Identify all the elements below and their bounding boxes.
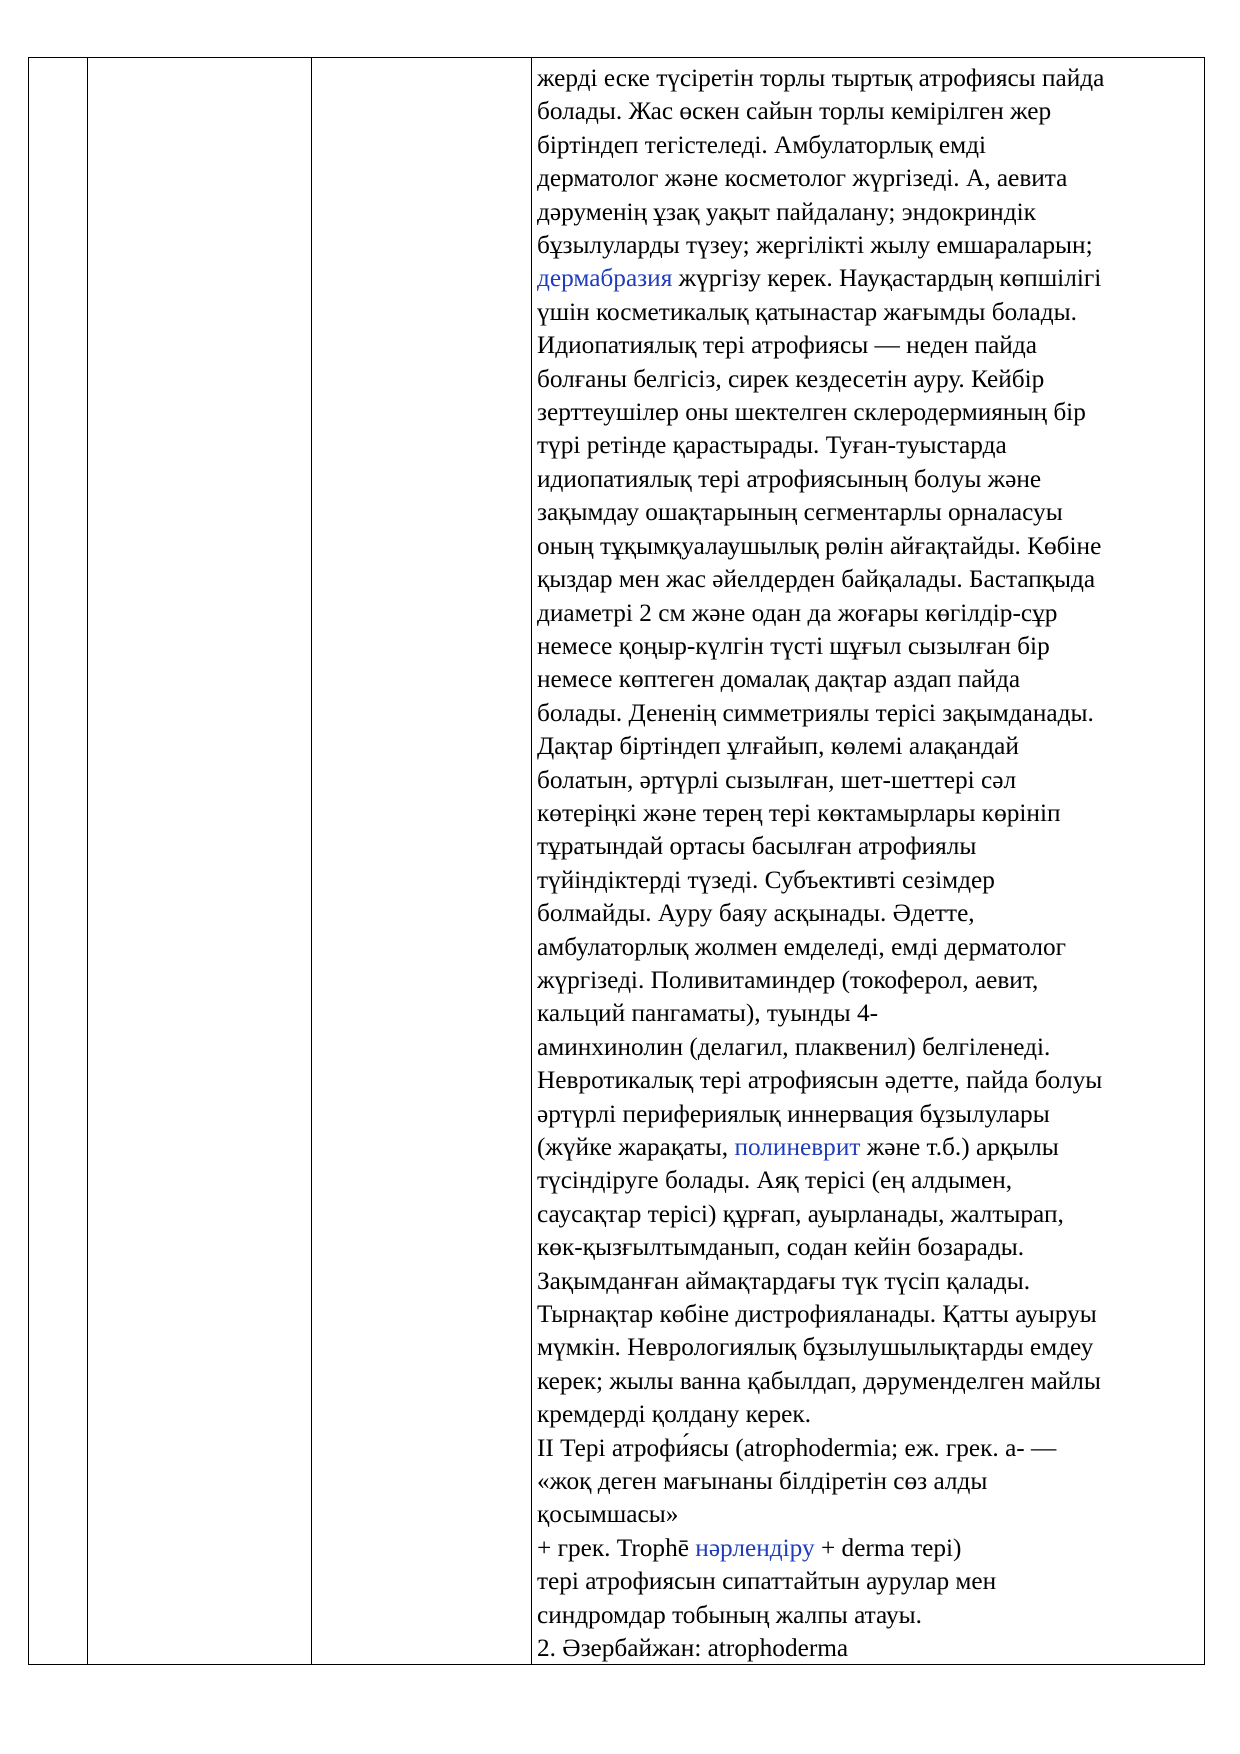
- text-segment: 2. Әзербайжан: atrophoderma: [537, 1634, 849, 1663]
- text-segment: жерді еске түсіретін торлы тыртық атрофиясы пайда: [537, 64, 1105, 92]
- text-segment: (жүйке жарақаты,: [537, 1133, 735, 1161]
- text-line: [537, 1031, 1196, 1064]
- text-line: [537, 1098, 1196, 1131]
- text-segment: жүргізу керек. Науқастардың көпшілігі: [672, 264, 1102, 293]
- text-segment: идиопатиялық тері атрофиясының болуы және: [537, 464, 1042, 493]
- text-segment: болады. Дененің симметриялы терісі зақымданады.: [537, 698, 1094, 727]
- text-line: [537, 95, 1196, 128]
- text-line: [537, 663, 1196, 696]
- text-segment: аминхинолин (делагил, плаквенил) белгіленеді.: [537, 1032, 1051, 1061]
- column-divider-1: [87, 58, 88, 1664]
- text-line: [537, 830, 1196, 863]
- text-segment: кремдерді қолдану керек.: [537, 1400, 812, 1429]
- text-segment: + грек. Trophē: [537, 1533, 696, 1562]
- text-line: [537, 563, 1196, 596]
- text-line: [537, 296, 1196, 329]
- text-line: [537, 129, 1196, 162]
- column-divider-2: [311, 58, 312, 1664]
- text-segment: болғаны белгісіз, сирек кездесетін ауру. Кейбір: [537, 364, 1045, 393]
- text-line: [537, 496, 1196, 529]
- text-line: [537, 997, 1196, 1030]
- text-segment: II Тері атрофи́ясы (atrophodermia; еж. грек. а- —: [537, 1433, 1057, 1462]
- text-line: [537, 764, 1196, 797]
- text-segment: бұзылуларды түзеу; жергілікті жылу емшараларын;: [537, 231, 1093, 260]
- text-line: [537, 1265, 1196, 1298]
- text-line: [537, 1465, 1196, 1498]
- text-segment: зақымдау ошақтарының сегментарлы орналасуы: [537, 498, 1063, 527]
- text-line: [537, 1198, 1196, 1231]
- text-line: [537, 697, 1196, 730]
- text-line: [537, 463, 1196, 496]
- text-segment: немесе қоңыр-күлгін түсті шұғыл сызылған бір: [537, 631, 1050, 660]
- text-segment: біртіндеп тегістеледі. Амбулаторлық емді: [537, 130, 987, 159]
- text-segment: көк-қызғылтымданып, содан кейін бозарады.: [537, 1233, 1025, 1262]
- text-line: [537, 864, 1196, 897]
- text-line: [537, 1632, 1196, 1664]
- text-segment: әртүрлі перифериялық иннервация бұзылулары: [537, 1099, 1050, 1128]
- text-line: [537, 262, 1196, 295]
- text-segment: зерттеушілер оны шектелген склеродермияның бір: [537, 398, 1086, 427]
- text-line: [537, 897, 1196, 930]
- text-line: [537, 1498, 1196, 1531]
- text-segment: Идиопатиялық тері атрофиясы — неден пайда: [537, 331, 1037, 360]
- text-segment: керек; жылы ванна қабылдап, дәруменделген майлы: [537, 1366, 1101, 1395]
- text-segment: дәруменің ұзақ уақыт пайдалану; эндокриндік: [537, 197, 1036, 226]
- text-segment: кальций пангаматы), туынды 4-: [537, 999, 879, 1028]
- text-line: [537, 730, 1196, 763]
- term-link[interactable]: дермабразия: [537, 264, 673, 293]
- text-segment: амбулаторлық жолмен емделеді, емді дерматолог: [537, 932, 1066, 961]
- text-line: [537, 1599, 1196, 1632]
- text-line: [537, 62, 1196, 95]
- document-table: [28, 57, 1205, 1665]
- text-line: [537, 1565, 1196, 1598]
- text-segment: қыздар мен жас әйелдерден байқалады. Бастапқыда: [537, 565, 1096, 594]
- text-line: [537, 363, 1196, 396]
- text-line: [537, 931, 1196, 964]
- text-segment: түсіндіруге болады. Аяқ терісі (ең алдымен,: [537, 1166, 1013, 1195]
- text-cell: [537, 62, 1196, 1664]
- text-segment: дерматолог және косметолог жүргізеді. А, аевита: [537, 164, 1068, 193]
- text-line: [537, 396, 1196, 429]
- text-segment: үшін косметикалық қатынастар жағымды болады.: [537, 297, 1077, 326]
- text-segment: түрі ретінде қарастырады. Туған-туыстарда: [537, 431, 1007, 460]
- text-line: [537, 597, 1196, 630]
- column-divider-3: [531, 58, 532, 1664]
- text-segment: Дақтар біртіндеп ұлғайып, көлемі алақандай: [537, 732, 1019, 761]
- text-line: [537, 1365, 1196, 1398]
- text-line: [537, 1231, 1196, 1264]
- text-line: [537, 630, 1196, 663]
- text-segment: мүмкін. Неврологиялық бұзылушылықтарды емдеу: [537, 1333, 1094, 1362]
- text-segment: синдромдар тобының жалпы атауы.: [537, 1600, 922, 1629]
- text-line: [537, 229, 1196, 262]
- text-segment: немесе көптеген домалақ дақтар аздап пайда: [537, 665, 1021, 694]
- text-line: [537, 530, 1196, 563]
- text-segment: Тырнақтар көбіне дистрофияланады. Қатты ауыруы: [537, 1300, 1097, 1329]
- text-segment: саусақтар терісі) құрғап, ауырланады, жалтырап,: [537, 1199, 1064, 1228]
- text-segment: тері атрофиясын сипаттайтын аурулар мен: [537, 1567, 997, 1596]
- text-line: [537, 329, 1196, 362]
- term-link[interactable]: полиневрит: [734, 1133, 861, 1161]
- text-segment: болмайды. Ауру баяу асқынады. Әдетте,: [537, 899, 975, 928]
- text-line: [537, 1131, 1196, 1164]
- text-line: [537, 1331, 1196, 1364]
- text-segment: диаметрі 2 см және одан да жоғары көгілдір-сұр: [537, 598, 1058, 627]
- text-segment: болады. Жас өскен сайын торлы кемірілген жер: [537, 97, 1052, 126]
- text-segment: тұратындай ортасы басылған атрофиялы: [537, 832, 977, 861]
- text-segment: + derma тері): [814, 1533, 962, 1562]
- text-line: [537, 1398, 1196, 1431]
- text-segment: қосымшасы»: [537, 1500, 679, 1529]
- text-line: [537, 162, 1196, 195]
- text-line: [537, 797, 1196, 830]
- text-line: [537, 196, 1196, 229]
- text-segment: болатын, әртүрлі сызылған, шет-шеттері сәл: [537, 765, 1017, 794]
- text-line: [537, 964, 1196, 997]
- text-line: [537, 1532, 1196, 1565]
- text-line: [537, 1432, 1196, 1465]
- text-line: [537, 1064, 1196, 1097]
- text-segment: оның тұқымқуалаушылық рөлін айғақтайды. Көбіне: [537, 531, 1102, 560]
- text-segment: Зақымданған аймақтардағы түк түсіп қалады.: [537, 1266, 1031, 1295]
- text-segment: жүргізеді. Поливитаминдер (токоферол, аевит,: [537, 965, 1039, 994]
- text-line: [537, 1164, 1196, 1197]
- text-segment: көтеріңкі және терең тері көктамырлары көрініп: [537, 798, 1061, 827]
- text-line: [537, 1298, 1196, 1331]
- text-segment: және т.б.) арқылы: [860, 1133, 1059, 1161]
- term-link[interactable]: нәрлендіру: [695, 1533, 815, 1562]
- text-segment: Невротикалық тері атрофиясын әдетте, пайда болуы: [537, 1066, 1103, 1095]
- text-segment: түйіндіктерді түзеді. Субъективті сезімдер: [537, 865, 995, 894]
- text-line: [537, 429, 1196, 462]
- text-segment: «жоқ деген мағынаны білдіретін сөз алды: [537, 1467, 988, 1496]
